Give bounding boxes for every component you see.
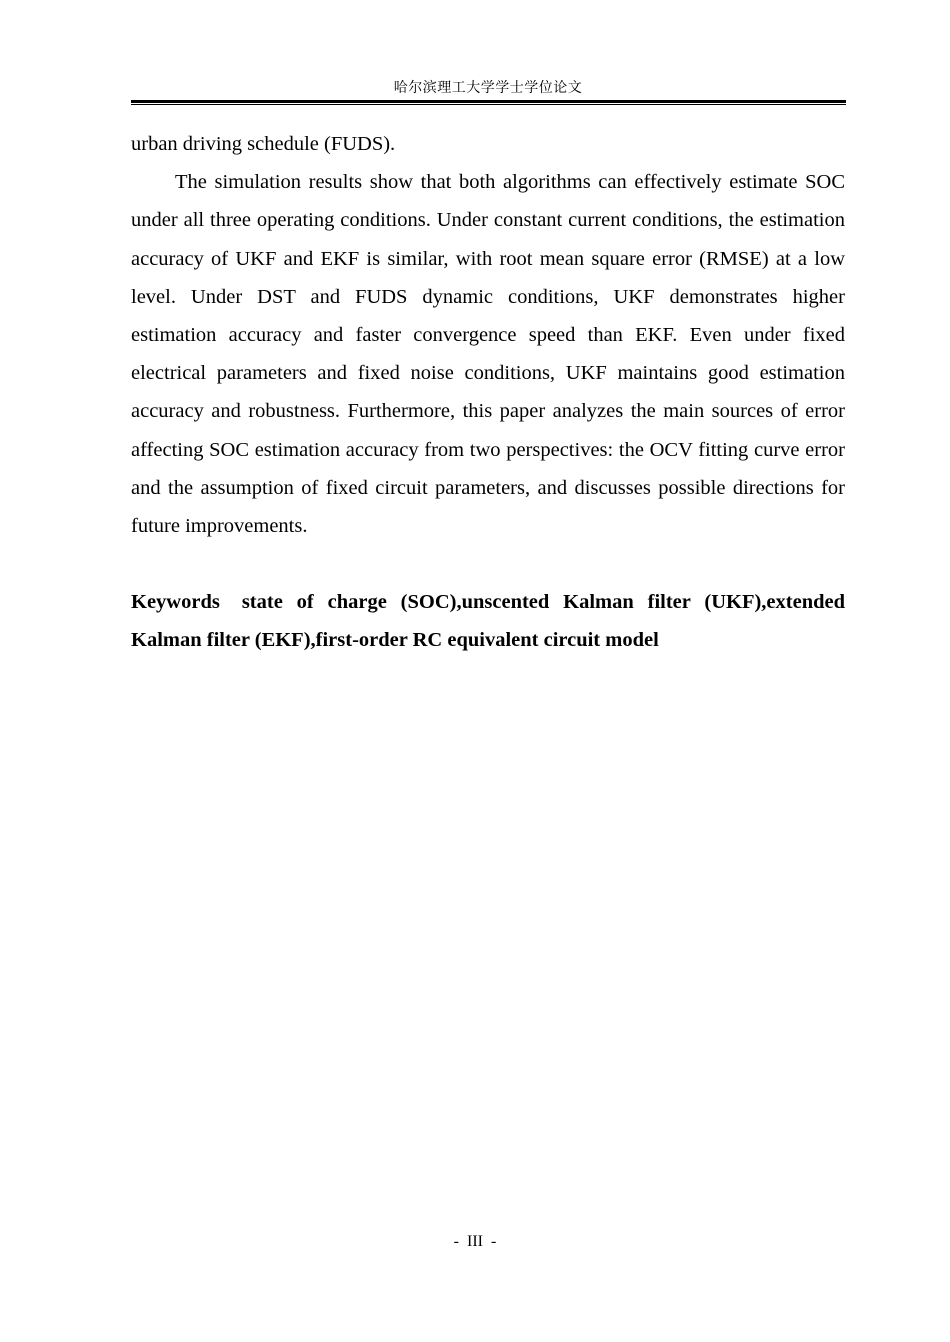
keywords-text: state of charge (SOC),unscented Kalman filter (UKF),extended Kalman filter (EKF),first-order RC equivalent circuit model bbox=[131, 591, 845, 652]
keywords-line bbox=[131, 583, 845, 659]
continued-paragraph: urban driving schedule (FUDS). bbox=[131, 133, 396, 155]
running-header: 哈尔滨理工大学学士学位论文 bbox=[393, 80, 583, 96]
keywords-label: Keywords bbox=[131, 591, 220, 613]
abstract-body bbox=[131, 125, 845, 545]
results-paragraph: The simulation results show that both algorithms can effectively estimate SOC under all three operating conditions. Under constant current conditions, the estimation accuracy of UKF and EKF is similar, with root mean square error (RMSE) at a low level. Under DST and FUDS dynamic conditions, UKF demonstrates higher estimation accuracy and faster convergence speed than EKF. Even under fixed electrical parameters and fixed noise conditions, UKF maintains good estimation accuracy and robustness. Furthermore, this paper analyzes the main sources of error affecting SOC estimation accuracy from two perspectives: the OCV fitting curve error and the assumption of fixed circuit parameters, and discusses possible directions for future improvements. bbox=[131, 171, 845, 538]
header-rule-thick bbox=[131, 100, 846, 103]
header-rule-thin bbox=[131, 104, 846, 105]
page-number: - III - bbox=[453, 1233, 497, 1250]
